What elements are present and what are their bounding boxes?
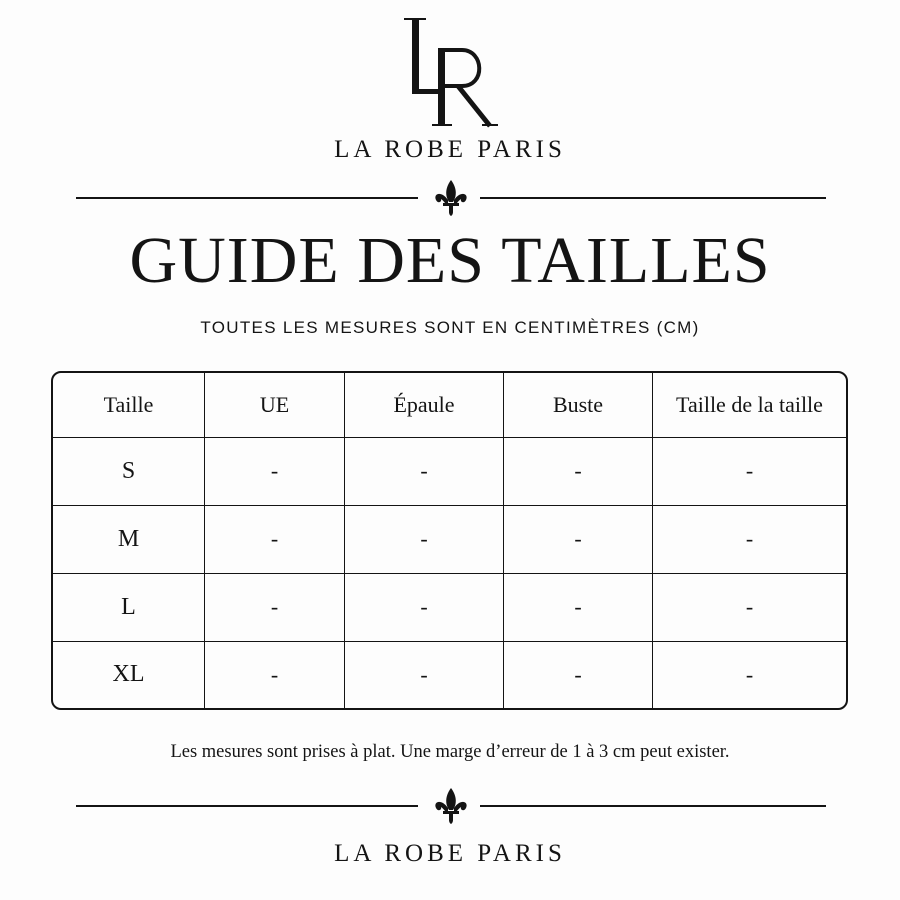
header-cell-waist: Taille de la taille (653, 373, 847, 437)
table-cell: - (345, 437, 504, 505)
table-row (53, 641, 846, 708)
table-cell: - (504, 573, 653, 641)
size-cell: S (53, 437, 205, 505)
size-cell: L (53, 573, 205, 641)
brand-name-bottom: LA ROBE PARIS (334, 840, 566, 867)
divider-line-right (480, 805, 826, 807)
table-cell: - (205, 573, 345, 641)
header-cell-bust: Buste (504, 373, 653, 437)
table-cell: - (653, 641, 847, 708)
table-cell: - (504, 437, 653, 505)
table-cell: - (653, 505, 847, 573)
divider-line-right (480, 197, 826, 199)
fleur-de-lis-icon (433, 786, 469, 826)
table-cell: - (205, 437, 345, 505)
header-cell-eu: UE (205, 373, 345, 437)
measurement-note: Les mesures sont prises à plat. Une marge d’erreur de 1 à 3 cm peut exister. (170, 742, 730, 762)
size-cell: XL (53, 641, 205, 708)
table-row (53, 505, 846, 573)
top-divider (76, 178, 826, 218)
header-cell-shoulder: Épaule (345, 373, 504, 437)
table-header-row (53, 373, 846, 437)
page-title: GUIDE DES TAILLES (129, 224, 771, 297)
table-row (53, 573, 846, 641)
size-table-frame (51, 371, 848, 710)
fleur-de-lis-icon (433, 178, 469, 218)
table-cell: - (205, 505, 345, 573)
size-table (53, 373, 846, 708)
brand-name-top: LA ROBE PARIS (334, 136, 566, 163)
divider-line-left (76, 805, 418, 807)
table-cell: - (345, 573, 504, 641)
table-row (53, 437, 846, 505)
table-cell: - (345, 641, 504, 708)
table-cell: - (205, 641, 345, 708)
table-cell: - (504, 505, 653, 573)
table-cell: - (653, 437, 847, 505)
header-cell-size: Taille (53, 373, 205, 437)
table-cell: - (504, 641, 653, 708)
brand-monogram-logo (400, 14, 504, 130)
divider-line-left (76, 197, 418, 199)
bottom-divider (76, 786, 826, 826)
table-cell: - (345, 505, 504, 573)
page-subtitle: TOUTES LES MESURES SONT EN CENTIMÈTRES (CM) (200, 318, 700, 337)
table-cell: - (653, 573, 847, 641)
size-cell: M (53, 505, 205, 573)
